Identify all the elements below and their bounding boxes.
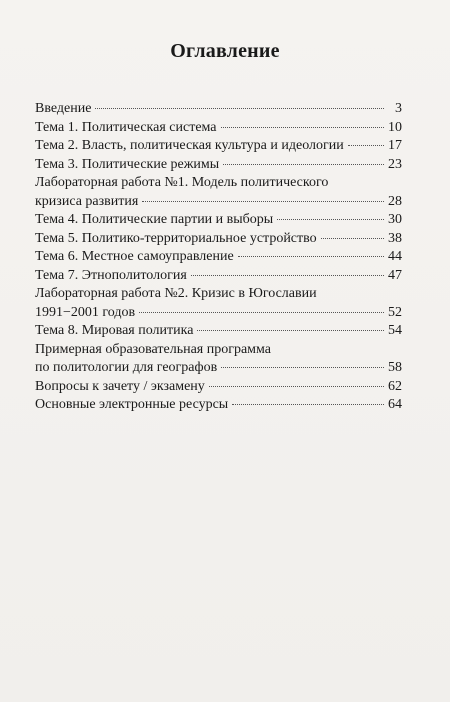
- dot-leader: [221, 367, 384, 368]
- dot-leader: [232, 404, 384, 405]
- toc-entry-label: Лабораторная работа №1. Модель политического: [35, 175, 329, 190]
- dot-leader: [191, 275, 384, 276]
- toc-page-number: 58: [388, 360, 402, 375]
- toc-entry-label: Лабораторная работа №2. Кризис в Югославии: [35, 286, 317, 301]
- toc-entry[interactable]: [35, 137, 402, 156]
- toc-entry[interactable]: [35, 193, 402, 212]
- toc-page-number: 10: [388, 119, 402, 135]
- toc-entry[interactable]: [35, 267, 402, 286]
- toc-page-number: 38: [388, 230, 402, 246]
- toc-entry[interactable]: [35, 359, 402, 378]
- toc-page-number: 28: [388, 193, 402, 209]
- toc-entry[interactable]: [35, 304, 402, 323]
- toc-entry-label: Введение: [35, 101, 92, 116]
- toc-entry[interactable]: [35, 119, 402, 138]
- toc-entry-label: Тема 5. Политико-территориальное устройство: [35, 230, 317, 246]
- toc-entry-label: 1991−2001 годов: [35, 304, 136, 320]
- page-title: Оглавление: [170, 40, 280, 62]
- toc-entry-label: Основные электронные ресурсы: [35, 397, 229, 412]
- dot-leader: [348, 145, 384, 146]
- toc-entry[interactable]: [35, 396, 402, 415]
- toc-entry-label: Тема 1. Политическая система: [35, 119, 217, 135]
- toc-entry[interactable]: [35, 322, 402, 341]
- toc-page-number: 3: [395, 101, 402, 116]
- toc-entry-label: Вопросы к зачету / экзамену: [35, 378, 205, 394]
- toc-page-number: 47: [388, 267, 402, 283]
- table-of-contents: [35, 100, 402, 415]
- toc-entry-line: [35, 285, 402, 304]
- toc-entry-line: [35, 174, 402, 193]
- toc-entry-label: кризиса развития: [35, 193, 139, 209]
- toc-page-number: 30: [388, 212, 402, 227]
- toc-entry-label: Тема 6. Местное самоуправление: [35, 249, 234, 264]
- dot-leader: [238, 256, 384, 257]
- toc-entry[interactable]: [35, 378, 402, 397]
- toc-page-number: 62: [388, 378, 402, 394]
- dot-leader: [221, 127, 384, 128]
- dot-leader: [139, 312, 384, 313]
- dot-leader: [197, 330, 384, 331]
- toc-entry[interactable]: [35, 248, 402, 267]
- toc-entry[interactable]: [35, 100, 402, 119]
- dot-leader: [142, 201, 384, 202]
- toc-page-number: 17: [388, 138, 402, 153]
- toc-entry-label: Тема 8. Мировая политика: [35, 323, 194, 338]
- toc-entry[interactable]: [35, 230, 402, 249]
- toc-entry-label: Тема 7. Этнополитология: [35, 267, 187, 283]
- dot-leader: [277, 219, 384, 220]
- toc-page-number: 23: [388, 156, 402, 172]
- toc-page-number: 52: [388, 304, 402, 320]
- toc-entry-label: Тема 3. Политические режимы: [35, 156, 220, 172]
- dot-leader: [223, 164, 384, 165]
- dot-leader: [321, 238, 384, 239]
- dot-leader: [95, 108, 384, 109]
- toc-entry-label: Тема 4. Политические партии и выборы: [35, 212, 274, 227]
- toc-entry-line: [35, 341, 402, 360]
- toc-entry-label: по политологии для географов: [35, 360, 218, 375]
- toc-page-number: 54: [388, 323, 402, 338]
- toc-entry[interactable]: [35, 156, 402, 175]
- dot-leader: [209, 386, 384, 387]
- toc-entry-label: Тема 2. Власть, политическая культура и идеологии: [35, 138, 344, 153]
- toc-page-number: 44: [388, 249, 402, 264]
- toc-entry-label: Примерная образовательная программа: [35, 341, 272, 357]
- toc-entry[interactable]: [35, 211, 402, 230]
- toc-page-number: 64: [388, 397, 402, 412]
